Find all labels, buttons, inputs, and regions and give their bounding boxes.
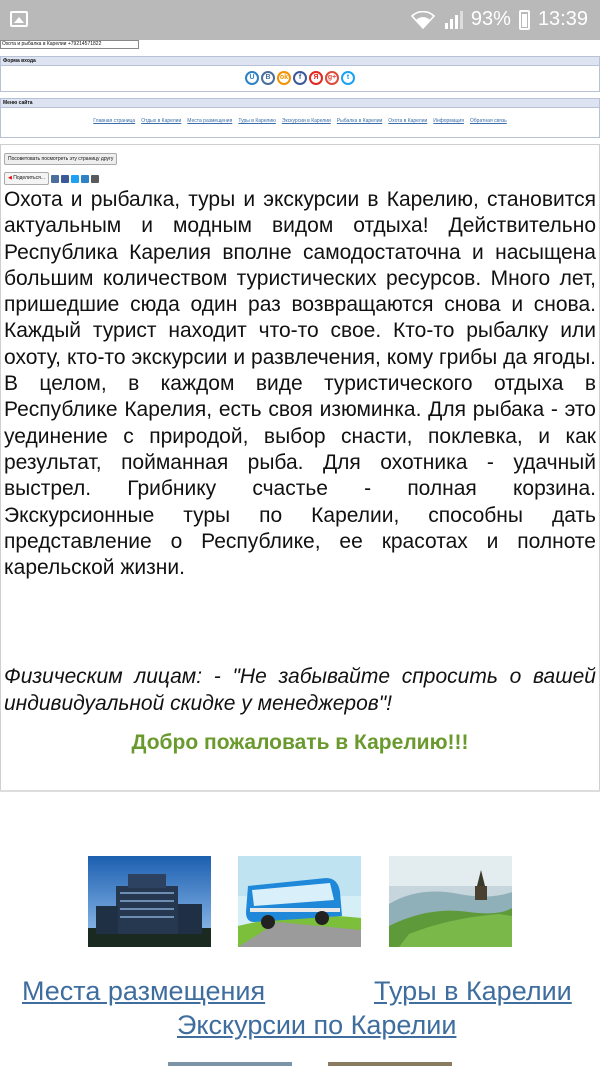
intro-text: Охота и рыбалка, туры и экскурсии в Карелию, становится актуальным и модным видом отдыха! Действительно Республика Карелия вполне самодостаточна и насыщена большим количеством туристических ресурсов. Много лет, пришедшие сюда один раз возвращаются снова и снова. Каждый турист находит что-то свое. Кто-то рыбалку или охоту, кто-то экскурсии и развлечения, кому грибы да ягоды. В целом, в каждом виде туристического отдыха в Республике Карелия, есть своя изюминка. Для рыбака - это уединение с природой, выбор снасти, поклевка, и как результат, пойманная рыба. Для охотника - удачный выстрел. Грибнику счастье - полная корзина. Экскурсионные туры по Карелии, способны дать представление о Республике, ее красотах и полноте карельской жизни. bbox=[4, 188, 596, 580]
facebook-login-icon[interactable]: f bbox=[293, 71, 307, 85]
odnoklassniki-login-icon[interactable]: ok bbox=[277, 71, 291, 85]
facebook-share-icon[interactable] bbox=[61, 175, 69, 183]
wifi-icon bbox=[411, 11, 435, 29]
twitter-share-icon[interactable] bbox=[71, 175, 79, 183]
gallery-notification-icon bbox=[10, 11, 28, 27]
next-thumbnail-right[interactable] bbox=[328, 1062, 452, 1066]
menu-link[interactable]: Информация bbox=[433, 118, 464, 124]
vk-login-icon[interactable]: B bbox=[261, 71, 275, 85]
menu-link[interactable]: Главная страница bbox=[93, 118, 136, 124]
social-login-buttons bbox=[1, 71, 599, 85]
menu-link[interactable]: Туры в Карелию bbox=[238, 118, 276, 124]
battery-icon bbox=[519, 10, 530, 30]
clock: 13:39 bbox=[537, 8, 588, 30]
share-icon: ◀ bbox=[8, 175, 14, 181]
status-icons bbox=[411, 8, 588, 31]
welcome-heading: Добро пожаловать в Карелию!!! bbox=[131, 731, 469, 754]
share-label: Поделиться... bbox=[13, 175, 46, 181]
menu-link[interactable]: Обратная связь bbox=[469, 118, 507, 124]
menu-link[interactable]: Охота в Карелии bbox=[388, 118, 428, 124]
menu-link[interactable]: Отдых в Карелии bbox=[141, 118, 182, 124]
tours-link[interactable]: Туры в Карелии bbox=[374, 976, 572, 1006]
battery-percent: 93% bbox=[470, 8, 511, 30]
vk-share-icon[interactable] bbox=[51, 175, 59, 183]
menu-link[interactable]: Экскурсии в Карелии bbox=[281, 118, 331, 124]
google-plus-login-icon[interactable]: g+ bbox=[325, 71, 339, 85]
ucoz-login-icon[interactable]: U bbox=[245, 71, 259, 85]
site-title: Охота и рыбалка в Карелии +79214571822 bbox=[0, 40, 139, 49]
excursions-thumbnail[interactable] bbox=[389, 856, 512, 947]
recommend-page-button[interactable]: Посоветовать посмотреть эту страницу другу bbox=[4, 153, 117, 165]
menu-link[interactable]: Места размещения bbox=[187, 118, 233, 124]
accommodation-link[interactable]: Места размещения bbox=[22, 976, 266, 1006]
discount-note: Физическим лицам: - "Не забывайте спросить о вашей индивидуальной скидке у менеджеров"! bbox=[4, 665, 596, 715]
status-bar bbox=[0, 0, 600, 40]
signal-icon bbox=[443, 11, 463, 29]
share-bar bbox=[4, 172, 99, 185]
excursions-link[interactable]: Экскурсии по Карелии bbox=[177, 1010, 457, 1040]
menu-panel bbox=[0, 98, 600, 138]
login-panel-header: Форма входа bbox=[1, 57, 599, 66]
print-share-icon[interactable] bbox=[91, 175, 99, 183]
accommodation-thumbnail[interactable] bbox=[88, 856, 211, 947]
login-panel bbox=[0, 56, 600, 92]
menu-link[interactable]: Рыбалка в Карелии bbox=[336, 118, 383, 124]
next-thumbnail-left[interactable] bbox=[168, 1062, 292, 1066]
share-button[interactable] bbox=[4, 172, 49, 185]
yandex-login-icon[interactable]: Я bbox=[309, 71, 323, 85]
menu-panel-header: Меню сайта bbox=[1, 99, 599, 108]
site-menu bbox=[1, 118, 599, 124]
twitter-login-icon[interactable]: t bbox=[341, 71, 355, 85]
divider bbox=[0, 790, 600, 792]
mail-share-icon[interactable] bbox=[81, 175, 89, 183]
tours-thumbnail[interactable] bbox=[238, 856, 361, 947]
